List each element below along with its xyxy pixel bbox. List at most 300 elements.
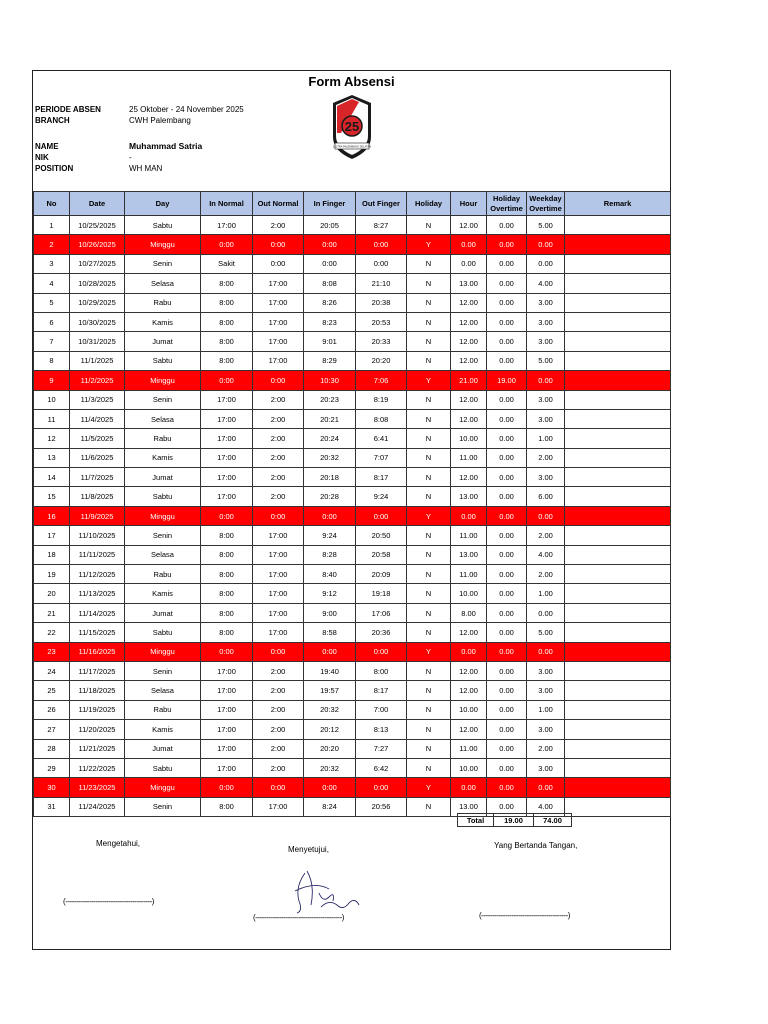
table-cell: 8:00: [201, 603, 253, 622]
logo-caption: JALTRA PALEMBANG SELATAN: [332, 145, 372, 149]
table-cell: Minggu: [125, 235, 201, 254]
table-cell: 0.00: [451, 235, 487, 254]
table-cell: 10.00: [451, 584, 487, 603]
table-cell: 20:20: [356, 351, 407, 370]
table-cell: [565, 778, 671, 797]
table-cell: 20:05: [304, 216, 356, 235]
handwritten-signature: [285, 867, 365, 915]
table-cell: 0:00: [253, 371, 304, 390]
table-cell: N: [407, 681, 451, 700]
table-cell: 0:00: [356, 778, 407, 797]
table-cell: 11.00: [451, 526, 487, 545]
table-cell: 17:00: [201, 739, 253, 758]
table-cell: 12.00: [451, 293, 487, 312]
table-cell: 10/29/2025: [70, 293, 125, 312]
table-row: [34, 274, 671, 293]
table-cell: 12.00: [451, 332, 487, 351]
table-cell: Kamis: [125, 312, 201, 331]
table-cell: 12.00: [451, 312, 487, 331]
column-header: Remark: [565, 192, 671, 216]
table-cell: 11/5/2025: [70, 429, 125, 448]
table-row: [34, 312, 671, 331]
table-cell: 2:00: [253, 739, 304, 758]
table-cell: 17:00: [253, 274, 304, 293]
table-cell: 17:00: [201, 468, 253, 487]
table-cell: Sabtu: [125, 216, 201, 235]
table-cell: 12.00: [451, 720, 487, 739]
table-cell: [565, 312, 671, 331]
table-cell: 11/15/2025: [70, 623, 125, 642]
table-cell: N: [407, 351, 451, 370]
table-cell: 21:10: [356, 274, 407, 293]
table-cell: 11.00: [451, 565, 487, 584]
table-cell: Jumat: [125, 603, 201, 622]
table-cell: 0.00: [487, 254, 527, 273]
table-cell: [565, 797, 671, 816]
table-cell: [565, 468, 671, 487]
table-cell: N: [407, 565, 451, 584]
menyetujui-label: Menyetujui,: [288, 845, 329, 854]
table-cell: 3.00: [527, 661, 565, 680]
table-cell: 6:41: [356, 429, 407, 448]
table-cell: 17:00: [201, 429, 253, 448]
table-cell: 0.00: [487, 409, 527, 428]
table-cell: 0:00: [304, 254, 356, 273]
table-cell: 0.00: [527, 506, 565, 525]
table-cell: 20:24: [304, 429, 356, 448]
table-cell: 20:23: [304, 390, 356, 409]
table-cell: 0.00: [487, 332, 527, 351]
table-row: [34, 409, 671, 428]
table-cell: 0:00: [304, 506, 356, 525]
table-cell: Y: [407, 235, 451, 254]
table-cell: 13.00: [451, 487, 487, 506]
table-cell: 0.00: [487, 758, 527, 777]
table-cell: 0:00: [201, 642, 253, 661]
table-cell: 4.00: [527, 797, 565, 816]
table-cell: 5.00: [527, 623, 565, 642]
table-cell: 24: [34, 661, 70, 680]
table-cell: [565, 642, 671, 661]
table-cell: 6:42: [356, 758, 407, 777]
table-cell: 17:06: [356, 603, 407, 622]
table-cell: 2: [34, 235, 70, 254]
table-cell: N: [407, 758, 451, 777]
table-cell: [565, 332, 671, 351]
table-cell: Sabtu: [125, 351, 201, 370]
table-cell: 13.00: [451, 797, 487, 816]
periode-value: 25 Oktober - 24 November 2025: [129, 105, 244, 114]
table-cell: N: [407, 274, 451, 293]
table-cell: 26: [34, 700, 70, 719]
table-cell: 10/30/2025: [70, 312, 125, 331]
table-row: [34, 448, 671, 467]
table-row: [34, 351, 671, 370]
table-cell: 10/25/2025: [70, 216, 125, 235]
table-cell: 3: [34, 254, 70, 273]
table-cell: 17:00: [253, 565, 304, 584]
table-cell: Sabtu: [125, 758, 201, 777]
table-cell: Kamis: [125, 584, 201, 603]
position-value: WH MAN: [129, 164, 163, 173]
table-cell: Y: [407, 506, 451, 525]
table-cell: Kamis: [125, 448, 201, 467]
table-cell: [565, 661, 671, 680]
name-label: NAME: [35, 142, 59, 151]
table-cell: 11/17/2025: [70, 661, 125, 680]
table-cell: 0:00: [253, 778, 304, 797]
table-cell: N: [407, 720, 451, 739]
table-cell: 2.00: [527, 448, 565, 467]
table-cell: N: [407, 603, 451, 622]
column-header: Out Finger: [356, 192, 407, 216]
table-cell: 11/14/2025: [70, 603, 125, 622]
table-row: [34, 526, 671, 545]
table-cell: 0.00: [487, 429, 527, 448]
table-cell: 17:00: [201, 487, 253, 506]
table-cell: 17:00: [253, 545, 304, 564]
table-cell: 20:38: [356, 293, 407, 312]
table-cell: Senin: [125, 526, 201, 545]
table-cell: 0:00: [356, 254, 407, 273]
table-cell: 8:17: [356, 681, 407, 700]
table-cell: 20:33: [356, 332, 407, 351]
table-cell: 20: [34, 584, 70, 603]
table-cell: 11/21/2025: [70, 739, 125, 758]
table-cell: 11.00: [451, 448, 487, 467]
table-row: [34, 235, 671, 254]
table-cell: 0:00: [253, 235, 304, 254]
table-cell: 5: [34, 293, 70, 312]
attendance-form: [32, 70, 671, 950]
table-row: [34, 778, 671, 797]
table-cell: 8:00: [201, 351, 253, 370]
table-cell: Minggu: [125, 506, 201, 525]
table-cell: 3.00: [527, 468, 565, 487]
table-row: [34, 429, 671, 448]
table-cell: 2:00: [253, 700, 304, 719]
table-cell: [565, 526, 671, 545]
table-cell: 0.00: [527, 642, 565, 661]
nik-value: -: [129, 153, 132, 162]
table-cell: 12.00: [451, 216, 487, 235]
table-cell: 0.00: [487, 216, 527, 235]
table-cell: [565, 700, 671, 719]
table-cell: 20:28: [304, 487, 356, 506]
table-cell: 1.00: [527, 429, 565, 448]
table-row: [34, 545, 671, 564]
table-cell: 8:13: [356, 720, 407, 739]
table-cell: 11/23/2025: [70, 778, 125, 797]
table-cell: N: [407, 468, 451, 487]
table-cell: N: [407, 739, 451, 758]
table-cell: 9:00: [304, 603, 356, 622]
table-cell: 12.00: [451, 468, 487, 487]
table-row: [34, 584, 671, 603]
table-cell: 0.00: [487, 565, 527, 584]
table-cell: 10.00: [451, 429, 487, 448]
table-cell: 11/4/2025: [70, 409, 125, 428]
table-cell: 8:00: [201, 312, 253, 331]
column-header: Day: [125, 192, 201, 216]
table-cell: 3.00: [527, 293, 565, 312]
table-cell: N: [407, 526, 451, 545]
table-cell: [565, 545, 671, 564]
table-cell: Minggu: [125, 778, 201, 797]
table-cell: 8:00: [201, 584, 253, 603]
table-cell: 17:00: [201, 409, 253, 428]
table-cell: 0.00: [487, 506, 527, 525]
table-cell: 8:00: [201, 293, 253, 312]
column-header: Date: [70, 192, 125, 216]
table-cell: 8:00: [201, 623, 253, 642]
table-cell: 0.00: [487, 797, 527, 816]
table-cell: 22: [34, 623, 70, 642]
table-cell: Selasa: [125, 409, 201, 428]
table-cell: 17:00: [201, 661, 253, 680]
table-cell: 2:00: [253, 661, 304, 680]
branch-label: BRANCH: [35, 116, 70, 125]
table-cell: N: [407, 409, 451, 428]
table-cell: 31: [34, 797, 70, 816]
table-cell: Senin: [125, 254, 201, 273]
table-cell: 2:00: [253, 448, 304, 467]
column-header: No: [34, 192, 70, 216]
table-cell: 0:00: [304, 235, 356, 254]
table-cell: 3.00: [527, 681, 565, 700]
table-cell: [565, 274, 671, 293]
table-cell: 11/24/2025: [70, 797, 125, 816]
table-cell: 0.00: [487, 545, 527, 564]
table-row: [34, 390, 671, 409]
table-row: [34, 487, 671, 506]
table-cell: 8:27: [356, 216, 407, 235]
table-cell: 2:00: [253, 390, 304, 409]
table-cell: [565, 681, 671, 700]
table-cell: N: [407, 584, 451, 603]
table-cell: 0.00: [487, 623, 527, 642]
table-cell: Selasa: [125, 681, 201, 700]
table-cell: 8:00: [356, 661, 407, 680]
table-cell: 17:00: [201, 216, 253, 235]
table-cell: 19.00: [487, 371, 527, 390]
table-cell: 0:00: [201, 778, 253, 797]
table-cell: 20:56: [356, 797, 407, 816]
table-cell: 0.00: [487, 642, 527, 661]
table-cell: Senin: [125, 390, 201, 409]
table-cell: N: [407, 312, 451, 331]
table-cell: 11/1/2025: [70, 351, 125, 370]
table-cell: 8: [34, 351, 70, 370]
table-cell: 28: [34, 739, 70, 758]
totals-table: [457, 813, 572, 827]
table-cell: 0.00: [527, 371, 565, 390]
table-cell: 2:00: [253, 758, 304, 777]
table-cell: 10/27/2025: [70, 254, 125, 273]
table-cell: Jumat: [125, 468, 201, 487]
table-cell: 8:00: [201, 565, 253, 584]
table-cell: 6.00: [527, 487, 565, 506]
table-cell: Sabtu: [125, 623, 201, 642]
table-cell: N: [407, 700, 451, 719]
table-cell: 0:00: [356, 235, 407, 254]
table-cell: 0.00: [487, 681, 527, 700]
mengetahui-label: Mengetahui,: [96, 839, 141, 848]
table-cell: [565, 565, 671, 584]
table-cell: [565, 235, 671, 254]
table-cell: 17:00: [201, 681, 253, 700]
table-cell: [565, 603, 671, 622]
total-holiday-overtime: 19.00: [494, 814, 534, 827]
table-cell: [565, 371, 671, 390]
table-cell: 5.00: [527, 351, 565, 370]
table-cell: 8:08: [304, 274, 356, 293]
name-value: Muhammad Satria: [129, 141, 203, 151]
table-cell: 0:00: [201, 371, 253, 390]
table-cell: 16: [34, 506, 70, 525]
table-cell: 20:21: [304, 409, 356, 428]
table-cell: N: [407, 254, 451, 273]
table-cell: 11/7/2025: [70, 468, 125, 487]
total-weekday-overtime: 74.00: [534, 814, 572, 827]
table-cell: 0.00: [487, 700, 527, 719]
table-cell: 0.00: [487, 468, 527, 487]
table-cell: 0.00: [487, 293, 527, 312]
table-cell: N: [407, 429, 451, 448]
table-cell: 29: [34, 758, 70, 777]
table-cell: Y: [407, 778, 451, 797]
table-cell: 11.00: [451, 739, 487, 758]
column-header: In Normal: [201, 192, 253, 216]
column-header: Holiday: [407, 192, 451, 216]
table-cell: 0.00: [527, 254, 565, 273]
table-cell: 11/20/2025: [70, 720, 125, 739]
table-cell: 14: [34, 468, 70, 487]
table-cell: 12.00: [451, 390, 487, 409]
table-cell: 8:19: [356, 390, 407, 409]
table-cell: 17:00: [201, 758, 253, 777]
table-cell: 12.00: [451, 681, 487, 700]
table-cell: 2:00: [253, 720, 304, 739]
table-cell: 17:00: [253, 584, 304, 603]
yang-bertanda-tangan-label: Yang Bertanda Tangan,: [494, 841, 578, 850]
table-row: [34, 254, 671, 273]
table-cell: 9:24: [356, 487, 407, 506]
table-cell: 11/18/2025: [70, 681, 125, 700]
table-cell: 0.00: [487, 487, 527, 506]
table-cell: 7:00: [356, 700, 407, 719]
table-cell: 4.00: [527, 545, 565, 564]
table-cell: 0.00: [487, 603, 527, 622]
table-cell: 18: [34, 545, 70, 564]
table-cell: 0:00: [253, 254, 304, 273]
table-cell: 9:24: [304, 526, 356, 545]
table-header-row: [34, 192, 671, 216]
table-cell: Jumat: [125, 332, 201, 351]
table-cell: 9:12: [304, 584, 356, 603]
table-cell: Rabu: [125, 429, 201, 448]
table-cell: 0.00: [451, 254, 487, 273]
table-cell: [565, 429, 671, 448]
table-cell: 17:00: [253, 526, 304, 545]
table-row: [34, 739, 671, 758]
table-cell: 11/16/2025: [70, 642, 125, 661]
table-cell: [565, 758, 671, 777]
table-cell: 17:00: [201, 700, 253, 719]
table-cell: 30: [34, 778, 70, 797]
table-cell: Y: [407, 642, 451, 661]
table-cell: 3.00: [527, 758, 565, 777]
table-cell: 20:09: [356, 565, 407, 584]
table-row: [34, 506, 671, 525]
table-cell: [565, 623, 671, 642]
table-cell: 20:32: [304, 758, 356, 777]
column-header: In Finger: [304, 192, 356, 216]
table-cell: 20:18: [304, 468, 356, 487]
table-cell: 2.00: [527, 526, 565, 545]
table-cell: 0.00: [451, 506, 487, 525]
table-cell: 17:00: [201, 390, 253, 409]
table-cell: [565, 720, 671, 739]
table-cell: Selasa: [125, 545, 201, 564]
table-cell: 20:32: [304, 700, 356, 719]
table-cell: 8:58: [304, 623, 356, 642]
table-cell: 11/12/2025: [70, 565, 125, 584]
table-cell: 0.00: [487, 235, 527, 254]
table-cell: [565, 739, 671, 758]
periode-label: PERIODE ABSEN: [35, 105, 101, 114]
table-cell: 3.00: [527, 390, 565, 409]
table-cell: [565, 584, 671, 603]
table-cell: 0.00: [487, 720, 527, 739]
table-cell: 25: [34, 681, 70, 700]
table-cell: 8:08: [356, 409, 407, 428]
totals-row: [458, 814, 572, 827]
table-cell: 0.00: [487, 312, 527, 331]
table-cell: 17:00: [253, 332, 304, 351]
table-cell: 11/2/2025: [70, 371, 125, 390]
table-cell: 3.00: [527, 312, 565, 331]
table-cell: 0:00: [253, 506, 304, 525]
table-cell: Rabu: [125, 700, 201, 719]
table-cell: 13.00: [451, 545, 487, 564]
table-cell: 17:00: [201, 448, 253, 467]
table-row: [34, 371, 671, 390]
table-cell: 20:20: [304, 739, 356, 758]
table-cell: Minggu: [125, 371, 201, 390]
table-cell: 8:00: [201, 274, 253, 293]
table-cell: N: [407, 448, 451, 467]
logo-number: 25: [344, 119, 360, 134]
table-cell: N: [407, 797, 451, 816]
table-cell: N: [407, 545, 451, 564]
table-cell: 0:00: [304, 642, 356, 661]
table-cell: 20:32: [304, 448, 356, 467]
table-cell: 11/22/2025: [70, 758, 125, 777]
table-row: [34, 797, 671, 816]
table-cell: Jumat: [125, 739, 201, 758]
table-row: [34, 603, 671, 622]
table-cell: 17:00: [253, 293, 304, 312]
table-row: [34, 623, 671, 642]
table-row: [34, 720, 671, 739]
table-cell: 0.00: [487, 274, 527, 293]
table-cell: 2.00: [527, 739, 565, 758]
table-cell: 8:17: [356, 468, 407, 487]
table-cell: 8:00: [201, 797, 253, 816]
table-cell: [565, 351, 671, 370]
table-cell: 4.00: [527, 274, 565, 293]
